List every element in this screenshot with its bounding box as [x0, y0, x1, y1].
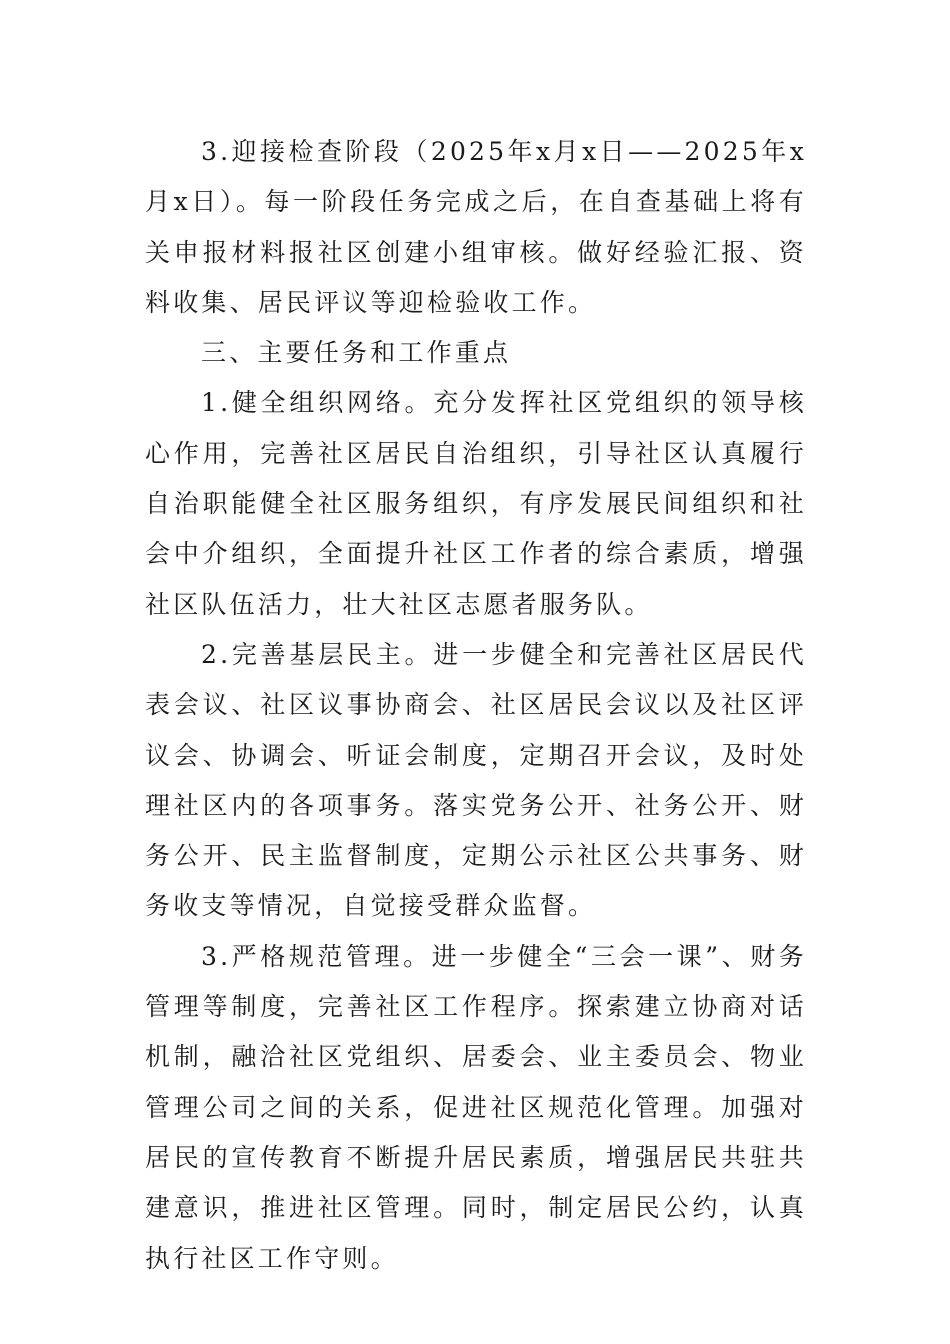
- document-body: [145, 127, 807, 1284]
- paragraph-organization-network: 1.健全组织网络。充分发挥社区党组织的领导核心作用，完善社区居民自治组织，引导社区认真履行自治职能健全社区服务组织，有序发展民间组织和社会中介组织，全面提升社区工作者的综合素质，增强社区队伍活力，壮大社区志愿者服务队。: [145, 388, 807, 619]
- paragraph-standardized-management: 3.严格规范管理。进一步健全“三会一课”、财务管理等制度，完善社区工作程序。探索建立协商对话机制，融洽社区党组织、居委会、业主委员会、物业管理公司之间的关系，促进社区规范化管理。加强对居民的宣传教育不断提升居民素质，增强居民共驻共建意识，推进社区管理。同时，制定居民公约，认真执行社区工作守则。: [145, 941, 807, 1273]
- paragraph-inspection-stage: 3.迎接检查阶段（2025年x月x日——2025年x月x日）。每一阶段任务完成之后，在自查基础上将有关申报材料报社区创建小组审核。做好经验汇报、资料收集、居民评议等迎检验收工作。: [145, 137, 807, 317]
- section-heading-main-tasks: 三、主要任务和工作重点: [201, 338, 512, 368]
- paragraph-grassroots-democracy: 2.完善基层民主。进一步健全和完善社区居民代表会议、社区议事协商会、社区居民会议以及社区评议会、协调会、听证会制度，定期召开会议，及时处理社区内的各项事务。落实党务公开、社务公开、财务公开、民主监督制度，定期公示社区公共事务、财务收支等情况，自觉接受群众监督。: [145, 639, 807, 921]
